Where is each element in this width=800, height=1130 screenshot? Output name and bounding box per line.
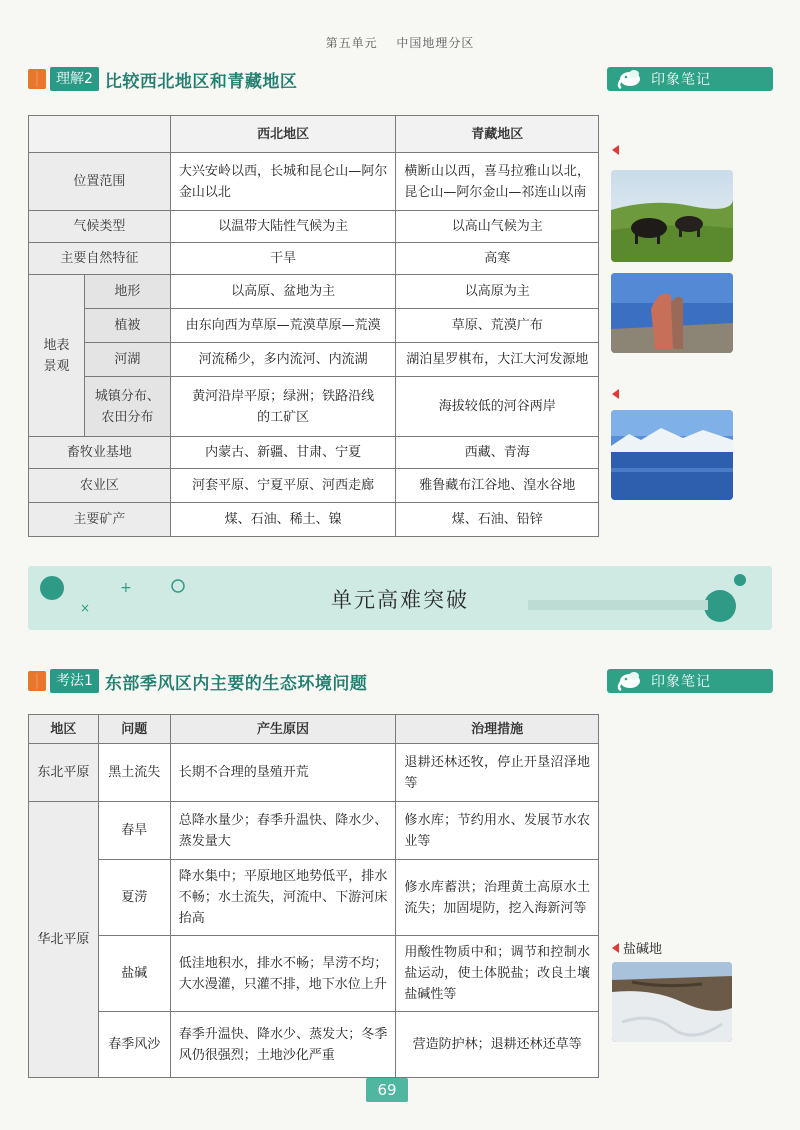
col-header-problem: 问题 xyxy=(98,715,170,744)
pointer-arrow-icon xyxy=(612,145,619,155)
corner-cell xyxy=(29,116,171,153)
problem-cell: 夏涝 xyxy=(98,860,170,936)
cell-northwest: 干旱 xyxy=(170,243,396,275)
row-label: 气候类型 xyxy=(29,211,171,243)
cause-cell: 总降水量少；春季升温快、降水少、蒸发量大 xyxy=(170,802,396,860)
region-cell: 华北平原 xyxy=(29,802,99,1078)
cell-qingzang: 以高原为主 xyxy=(396,275,599,309)
cell-qingzang: 草原、荒漠广布 xyxy=(396,309,599,343)
row-label: 主要矿产 xyxy=(29,503,171,537)
table-row xyxy=(29,243,599,275)
table-row xyxy=(29,153,599,211)
cause-cell: 春季升温快、降水少、蒸发大；冬季风仍很强烈；土地沙化严重 xyxy=(170,1012,396,1078)
section2-heading xyxy=(28,668,367,694)
table-header-row xyxy=(29,715,599,744)
cell-qingzang: 雅鲁藏布江谷地、湟水谷地 xyxy=(396,469,599,503)
cell-northwest: 河套平原、宁夏平原、河西走廊 xyxy=(170,469,396,503)
col-header-cause: 产生原因 xyxy=(170,715,396,744)
cell-northwest: 黄河沿岸平原；绿洲；铁路沿线的工矿区 xyxy=(170,377,396,437)
problem-cell: 春季风沙 xyxy=(98,1012,170,1078)
row-label: 主要自然特征 xyxy=(29,243,171,275)
measure-cell: 用酸性物质中和；调节和控制水盐运动，使土体脱盐；改良土壤盐碱性等 xyxy=(396,936,599,1012)
elephant-icon xyxy=(615,670,645,692)
table-row xyxy=(29,469,599,503)
row-label: 农业区 xyxy=(29,469,171,503)
table-row xyxy=(29,309,599,343)
table-row xyxy=(29,437,599,469)
problem-cell: 黑土流失 xyxy=(98,744,170,802)
cell-qingzang: 横断山以西，喜马拉雅山以北，昆仑山—阿尔金山—祁连山以南 xyxy=(396,153,599,211)
section1-heading xyxy=(28,66,297,92)
chapter-label: 中国地理分区 xyxy=(396,36,475,50)
table-row xyxy=(29,860,599,936)
measure-cell: 营造防护林；退耕还林还草等 xyxy=(396,1012,599,1078)
table-row xyxy=(29,936,599,1012)
measure-cell: 修水库；节约用水、发展节水农业等 xyxy=(396,802,599,860)
measure-cell: 退耕还林还牧，停止开垦沼泽地等 xyxy=(396,744,599,802)
col-header-qingzang: 青藏地区 xyxy=(396,116,599,153)
saline-land-label: 盐碱地 xyxy=(623,942,663,957)
book-icon xyxy=(28,69,46,89)
cell-qingzang: 西藏、青海 xyxy=(396,437,599,469)
row-label: 植被 xyxy=(84,309,170,343)
section1-title: 比较西北地区和青藏地区 xyxy=(104,71,298,92)
section2-title: 东部季风区内主要的生态环境问题 xyxy=(104,673,368,694)
note-label: 印象笔记 xyxy=(651,674,711,690)
table-row xyxy=(29,744,599,802)
cause-cell: 低洼地积水，排水不畅；旱涝不均；大水漫灌，只灌不排，地下水位上升 xyxy=(170,936,396,1012)
col-header-measure: 治理措施 xyxy=(396,715,599,744)
problem-cell: 春旱 xyxy=(98,802,170,860)
section2-tag: 考法1 xyxy=(50,669,99,693)
saline-land-caption xyxy=(612,938,662,957)
svg-text:+: + xyxy=(120,580,132,596)
table-row xyxy=(29,275,599,309)
table-header-row xyxy=(29,116,599,153)
elephant-icon xyxy=(615,68,645,90)
table-row xyxy=(29,503,599,537)
row-label: 地形 xyxy=(84,275,170,309)
cell-northwest: 以温带大陆性气候为主 xyxy=(170,211,396,243)
table-row xyxy=(29,377,599,437)
group-label-landscape: 地表景观 xyxy=(29,275,85,437)
saline-land-photo xyxy=(612,962,732,1042)
cell-northwest: 大兴安岭以西，长城和昆仑山—阿尔金山以北 xyxy=(170,153,396,211)
cell-northwest: 内蒙古、新疆、甘肃、宁夏 xyxy=(170,437,396,469)
col-header-region: 地区 xyxy=(29,715,99,744)
pointer-arrow-icon xyxy=(612,389,619,399)
cell-northwest: 以高原、盆地为主 xyxy=(170,275,396,309)
measure-cell: 修水库蓄洪；治理黄土高原水土流失；加固堤防，挖入海新河等 xyxy=(396,860,599,936)
stone-monument-photo xyxy=(611,273,733,353)
cell-qingzang: 湖泊星罗棋布，大江大河发源地 xyxy=(396,343,599,377)
problem-cell: 盐碱 xyxy=(98,936,170,1012)
col-header-northwest: 西北地区 xyxy=(170,116,396,153)
row-label: 河湖 xyxy=(84,343,170,377)
section1-tag: 理解2 xyxy=(50,67,99,91)
cell-northwest: 煤、石油、稀土、镍 xyxy=(170,503,396,537)
table-row xyxy=(29,1012,599,1078)
unit-label: 第五单元 xyxy=(325,36,378,50)
row-label: 位置范围 xyxy=(29,153,171,211)
cell-qingzang: 煤、石油、铅锌 xyxy=(396,503,599,537)
cell-northwest: 河流稀少，多内流河、内流湖 xyxy=(170,343,396,377)
table-row xyxy=(29,802,599,860)
cell-qingzang: 高寒 xyxy=(396,243,599,275)
section2-note-header xyxy=(607,669,773,693)
running-header xyxy=(0,34,800,51)
table-row xyxy=(29,343,599,377)
cell-qingzang: 海拔较低的河谷两岸 xyxy=(396,377,599,437)
row-label: 城镇分布、农田分布 xyxy=(84,377,170,437)
yak-grassland-photo xyxy=(611,170,733,262)
ecology-table xyxy=(28,714,599,1078)
cause-cell: 降水集中；平原地区地势低平，排水不畅；水土流失，河流中、下游河床抬高 xyxy=(170,860,396,936)
cell-qingzang: 以高山气候为主 xyxy=(396,211,599,243)
page-number: 69 xyxy=(366,1078,408,1102)
note-label: 印象笔记 xyxy=(651,72,711,88)
banner-title: 单元高难突破 xyxy=(331,588,469,612)
comparison-table xyxy=(28,115,599,537)
table-row xyxy=(29,211,599,243)
row-label: 畜牧业基地 xyxy=(29,437,171,469)
book-icon xyxy=(28,671,46,691)
cause-cell: 长期不合理的垦殖开荒 xyxy=(170,744,396,802)
pointer-arrow-icon xyxy=(612,943,619,953)
region-cell: 东北平原 xyxy=(29,744,99,802)
unit-banner xyxy=(28,566,772,630)
cell-northwest: 由东向西为草原—荒漠草原—荒漠 xyxy=(170,309,396,343)
snow-lake-photo xyxy=(611,410,733,500)
section1-note-header xyxy=(607,67,773,91)
svg-text:×: × xyxy=(80,601,91,615)
